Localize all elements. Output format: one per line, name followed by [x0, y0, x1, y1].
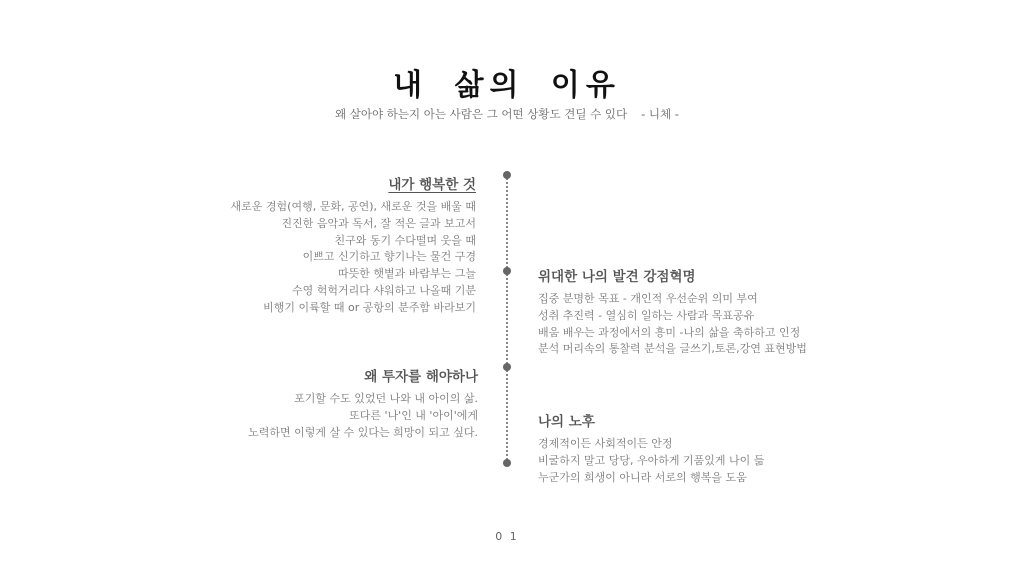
section-retirement [538, 410, 764, 486]
section-heading: 내가 행복한 것 [388, 177, 476, 193]
section-line: 비굴하지 말고 당당, 우아하게 기품있게 나이 듦 [538, 453, 765, 467]
timeline-line [506, 175, 508, 464]
section-line: 비행기 이륙할 때 or 공항의 분주함 바라보기 [263, 300, 476, 314]
section-line: 또다른 '나'인 내 '아이'에게 [349, 408, 478, 422]
section-heading: 위대한 나의 발견 강점혁명 [538, 269, 696, 285]
section-line: 성취 추진력 - 열심히 일하는 사람과 목표공유 [538, 308, 755, 322]
timeline-dot [503, 363, 511, 371]
section-line: 노력하면 이렇게 살 수 있다는 희망이 되고 싶다. [248, 425, 478, 439]
section-line: 수영 헉헉거리다 샤워하고 나올때 기분 [291, 283, 476, 297]
section-line: 친구와 동기 수다떨며 웃을 때 [334, 233, 476, 247]
section-invest [248, 365, 478, 441]
section-heading: 나의 노후 [538, 414, 595, 430]
section-line: 포기할 수도 있었던 나와 내 아이의 삶. [294, 392, 478, 405]
section-line: 이쁘고 신기하고 향기나는 물건 구경 [302, 250, 476, 264]
quote [0, 106, 1014, 122]
section-line: 배움 배우는 과정에서의 흥미 -나의 삶을 축하하고 인정 [538, 325, 801, 339]
section-line: 새로운 경험(여행, 문화, 공연), 새로운 것을 배울 때 [230, 200, 476, 213]
section-line: 집중 분명한 목표 - 개인적 우선순위 의미 부여 [538, 292, 758, 305]
section-line: 경제적이든 사회적이든 안정 [538, 437, 673, 450]
timeline-dot [503, 171, 511, 179]
section-line: 분석 머리속의 통찰력 분석을 글쓰기,토론,강연 표현방법 [538, 342, 807, 356]
section-line: 누군가의 희생이 아니라 서로의 행복을 도움 [538, 470, 747, 484]
timeline-dot [503, 267, 511, 275]
section-line: 진진한 음악과 독서, 잘 적은 글과 보고서 [281, 216, 476, 230]
quote-author: - 니체 - [641, 107, 679, 121]
timeline-dot [503, 459, 511, 467]
section-discovery [538, 265, 807, 358]
page-title: 내 삶의 이유 [393, 68, 621, 103]
quote-text: 왜 살아야 하는지 아는 사람은 그 어떤 상황도 견딜 수 있다 [335, 107, 628, 121]
section-line: 따뜻한 햇볕과 바람부는 그늘 [337, 267, 476, 281]
section-heading: 왜 투자를 해야하나 [364, 369, 478, 385]
page-number: 0 1 [495, 530, 519, 543]
section-happy [231, 173, 476, 317]
